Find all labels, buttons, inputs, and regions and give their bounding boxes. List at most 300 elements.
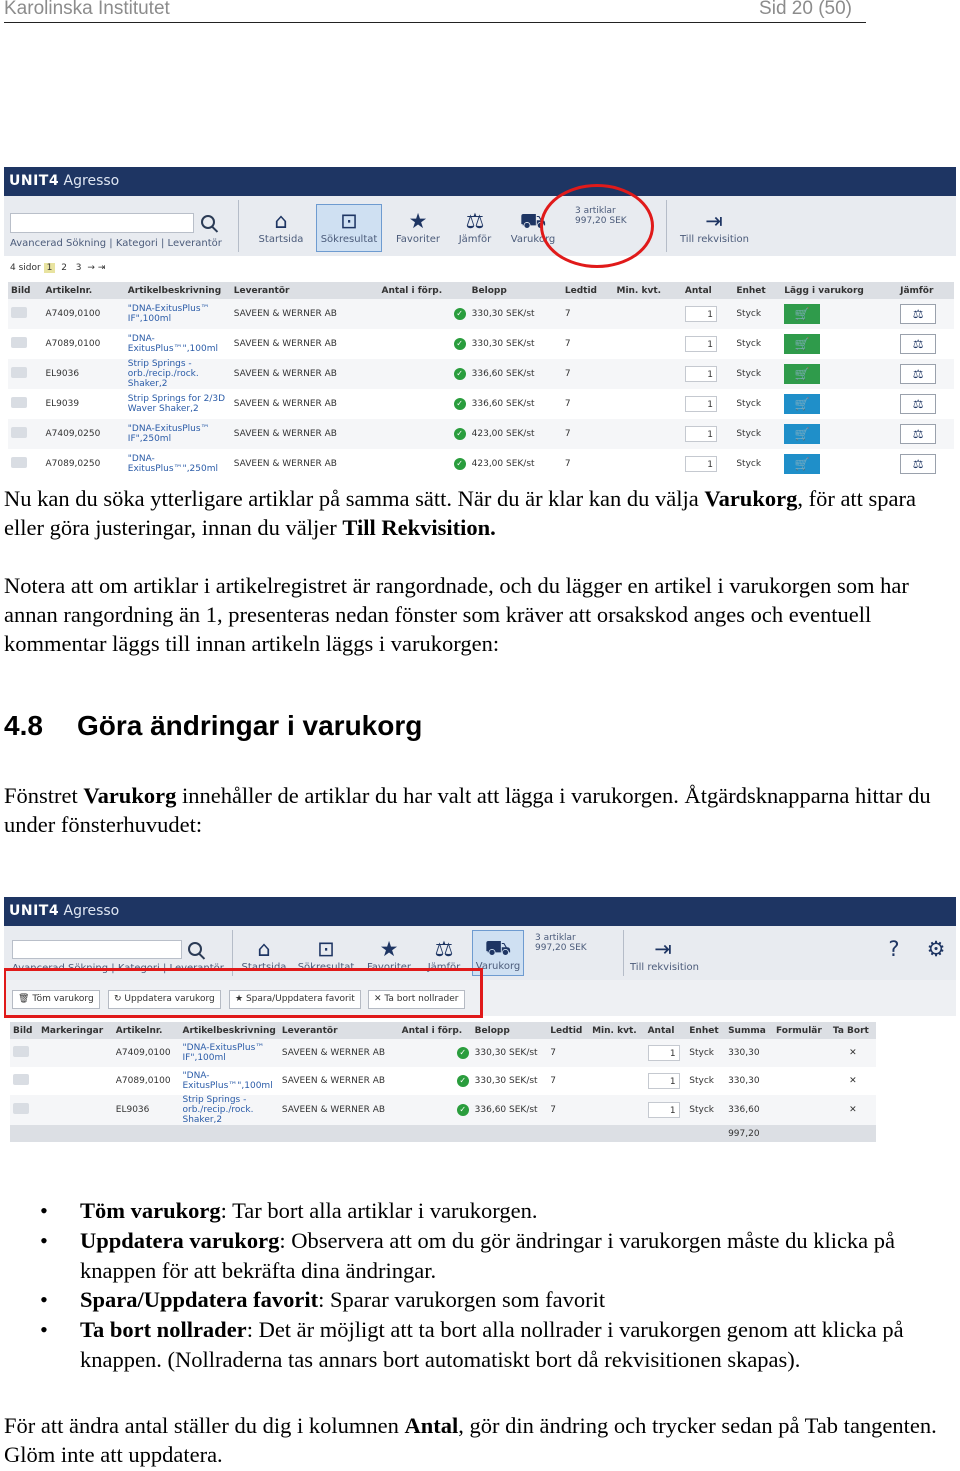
- stock-status: [399, 1067, 472, 1095]
- home-icon: ⌂: [257, 937, 271, 961]
- column-header[interactable]: Antal: [682, 282, 733, 299]
- star-icon: ★: [379, 937, 399, 961]
- exit-icon: ⇥: [654, 937, 672, 961]
- lead-time: 7: [547, 1095, 589, 1125]
- bullet-item: [40, 1315, 920, 1375]
- table-row: [8, 329, 954, 359]
- article-number: EL9036: [113, 1095, 180, 1125]
- min-qty: [613, 389, 681, 419]
- stock-status: [379, 329, 469, 359]
- product-image-icon: [13, 1074, 29, 1085]
- total-spacer: [589, 1125, 644, 1142]
- form-cell: [773, 1039, 830, 1067]
- image-cell: [8, 299, 42, 329]
- min-qty: [613, 359, 681, 389]
- column-header[interactable]: Belopp: [472, 1022, 548, 1039]
- image-cell: [10, 1067, 38, 1095]
- column-header[interactable]: Jämför: [897, 282, 954, 299]
- article-description[interactable]: [125, 299, 231, 329]
- form-cell: [773, 1095, 830, 1125]
- article-number: EL9039: [45, 399, 80, 409]
- row-sum: 336,60: [725, 1095, 773, 1125]
- supplier: SAVEEN & WERNER AB: [231, 419, 379, 449]
- image-cell: [8, 419, 42, 449]
- pager-page-3[interactable]: 3: [75, 263, 82, 273]
- column-header[interactable]: Leverantör: [279, 1022, 399, 1039]
- add-to-cart-button[interactable]: 🛒: [784, 394, 820, 414]
- table-header-row: [8, 282, 954, 299]
- unit: Styck: [736, 339, 762, 349]
- quantity-cell: [645, 1095, 687, 1125]
- lead-time: 7: [562, 299, 614, 329]
- highlight-box: [4, 968, 483, 1018]
- article-number: A7409,0100: [113, 1039, 180, 1067]
- table-row: [10, 1095, 876, 1125]
- compare-button[interactable]: ⚖: [900, 334, 936, 354]
- article-description-text[interactable]: "DNA-ExitusPlus™",100ml: [127, 334, 218, 354]
- bullet-text: : Det är möjligt att ta bort alla nollrader i varukorgen genom att klicka på knappen. (Nollraderna tas annars bort automatiskt bort då rekvisitionen skapas).: [80, 1317, 904, 1372]
- supplier: SAVEEN & WERNER AB: [279, 1039, 399, 1067]
- article-description-text[interactable]: Strip Springs for 2/3D Waver Shaker,2: [127, 394, 226, 414]
- next-page-icon[interactable]: →: [87, 263, 95, 273]
- quantity-input[interactable]: 1: [648, 1045, 680, 1061]
- bullet-text: : Sparar varukorgen som favorit: [318, 1287, 606, 1313]
- page-number: Sid 20 (50): [759, 0, 852, 19]
- unit: Styck: [689, 1076, 714, 1086]
- star-icon: ★: [408, 209, 428, 233]
- app-logo: UNIT4 Agresso: [9, 173, 120, 189]
- quantity-input[interactable]: 1: [648, 1073, 680, 1089]
- article-description-text[interactable]: "DNA-ExitusPlus™",100ml: [182, 1071, 273, 1091]
- article-number: A7409,0100: [42, 299, 124, 329]
- link-supplier[interactable]: Leverantör: [169, 963, 224, 974]
- section-heading: 4.8 Göra ändringar i varukorg: [4, 710, 423, 741]
- close-icon: ✕: [374, 994, 382, 1004]
- table-header-row: [10, 1022, 876, 1039]
- stock-status: [379, 449, 469, 479]
- paragraph-4: För att ändra antal ställer du dig i kolumnen Antal, gör din ändring och trycker sedan på Tab tangenten. Glöm inte att uppdatera.: [4, 1413, 937, 1467]
- remove-cell: [830, 1095, 876, 1125]
- column-header[interactable]: Artikelnr.: [42, 282, 124, 299]
- quantity-input[interactable]: 1: [685, 336, 717, 352]
- update-cart-button[interactable]: ↻ Uppdatera varukorg: [108, 990, 221, 1009]
- article-number: A7089,0100: [115, 1076, 171, 1086]
- image-cell: [10, 1039, 38, 1067]
- article-description[interactable]: [125, 359, 231, 389]
- help-button[interactable]: [884, 936, 904, 962]
- price: 336,60 SEK/st: [471, 399, 535, 409]
- column-header[interactable]: Antal i förp.: [379, 282, 469, 299]
- table-row: [8, 299, 954, 329]
- results-icon: ⊡: [340, 209, 358, 233]
- add-to-cart-button[interactable]: 🛒: [784, 304, 820, 324]
- column-header[interactable]: Antal i förp.: [399, 1022, 472, 1039]
- lead-time: 7: [562, 359, 614, 389]
- lead-time: 7: [564, 339, 571, 349]
- search-links: Avancerad Sökning | Kategori | Leverantör: [10, 238, 222, 249]
- min-qty: [613, 299, 681, 329]
- page-header: [4, 0, 866, 23]
- product-image-icon: [13, 1046, 29, 1057]
- screenshot-search-results: [4, 167, 956, 480]
- lead-time: 7: [550, 1076, 556, 1086]
- cart-summary: 3 artiklar 997,20 SEK: [575, 206, 627, 226]
- bullet-term: Töm varukorg: [80, 1198, 221, 1223]
- search-icon[interactable]: [188, 942, 202, 956]
- add-to-cart-cell: [781, 419, 897, 449]
- search-icon[interactable]: [201, 215, 215, 229]
- cart-icon: ⛟: [484, 936, 512, 960]
- quantity-cell: [682, 419, 733, 449]
- cart-table: [10, 1022, 876, 1142]
- paragraph-3: Fönstret Varukorg innehåller de artiklar du har valt att lägga i varukorgen. Åtgärdsknapparna hittar du under fönsterhuvudet:: [4, 783, 931, 837]
- bullet-text: : Observera att om du gör ändringar i varukorgen måste du klicka på knappen för att bekräfta dina ändringar.: [80, 1227, 896, 1283]
- table-row: [8, 419, 954, 449]
- compare-cell: [897, 329, 954, 359]
- compare-cell: [897, 419, 954, 449]
- help-icon: ?: [888, 937, 900, 961]
- price: 336,60 SEK/st: [469, 359, 562, 389]
- article-description-text[interactable]: Strip Springs -orb./recip./rock. Shaker,2: [127, 359, 199, 389]
- product-image-icon: [11, 397, 27, 408]
- image-cell: [8, 449, 42, 479]
- trash-icon: 🗑: [18, 994, 30, 1004]
- article-description[interactable]: [125, 389, 231, 419]
- search-input[interactable]: [12, 940, 182, 959]
- remove-cell: [830, 1067, 876, 1095]
- price: 423,00 SEK/st: [469, 419, 562, 449]
- total-row: [10, 1125, 876, 1142]
- form-cell: [773, 1067, 830, 1095]
- markings: [38, 1039, 113, 1067]
- article-description[interactable]: [125, 449, 231, 479]
- column-header[interactable]: Artikelnr.: [113, 1022, 180, 1039]
- compare-cell: [897, 389, 954, 419]
- results-icon: ⊡: [317, 937, 335, 961]
- supplier: SAVEEN & WERNER AB: [233, 399, 337, 409]
- unit: Styck: [736, 399, 762, 409]
- unit: Styck: [733, 359, 781, 389]
- column-header[interactable]: Ledtid: [562, 282, 614, 299]
- table-row: [8, 449, 954, 479]
- article-description[interactable]: [180, 1067, 279, 1095]
- column-header[interactable]: Bild: [10, 1022, 38, 1039]
- price: 330,30 SEK/st: [474, 1076, 538, 1086]
- remove-zero-rows-button[interactable]: ✕ Ta bort nollrader: [368, 990, 465, 1009]
- quantity-cell: [682, 359, 733, 389]
- refresh-icon: ↻: [114, 994, 122, 1004]
- cart-button[interactable]: ⛟ Varukorg: [472, 930, 524, 976]
- bullet-item: [40, 1285, 920, 1315]
- min-qty: [589, 1095, 644, 1125]
- check-icon: ✓: [454, 308, 466, 320]
- markings: [38, 1067, 113, 1095]
- add-to-cart-button[interactable]: 🛒: [784, 364, 820, 384]
- column-header[interactable]: Ledtid: [547, 1022, 589, 1039]
- bullet-term: Ta bort nollrader: [80, 1317, 247, 1343]
- supplier: SAVEEN & WERNER AB: [279, 1095, 399, 1125]
- link-supplier[interactable]: Leverantör: [167, 238, 222, 249]
- unit: Styck: [686, 1039, 725, 1067]
- check-icon: ✓: [454, 338, 466, 350]
- total-spacer: [38, 1125, 113, 1142]
- product-image-icon: [13, 1103, 29, 1114]
- price: 336,60 SEK/st: [472, 1095, 548, 1125]
- compare-button[interactable]: ⚖: [900, 454, 936, 474]
- search-links: Avancerad Sökning | Kategori | Leverantör: [12, 963, 224, 974]
- row-sum: 330,30: [725, 1039, 773, 1067]
- link-category[interactable]: Kategori: [115, 238, 158, 249]
- page-header-org: Karolinska Institutet: [4, 0, 170, 19]
- min-qty: [589, 1067, 644, 1095]
- lead-time: 7: [564, 459, 571, 469]
- exit-icon: ⇥: [705, 209, 723, 233]
- column-header[interactable]: Antal: [645, 1022, 687, 1039]
- quantity-input[interactable]: 1: [685, 306, 717, 322]
- compare-cell: [897, 299, 954, 329]
- close-icon[interactable]: ✕: [849, 1105, 857, 1115]
- total-spacer: [773, 1125, 830, 1142]
- quantity-cell: [645, 1039, 687, 1067]
- check-icon: ✓: [454, 398, 466, 410]
- save-favorite-button[interactable]: ★ Spara/Uppdatera favorit: [229, 990, 361, 1009]
- min-qty: [613, 449, 681, 479]
- unit: Styck: [686, 1095, 725, 1125]
- add-to-cart-cell: [781, 359, 897, 389]
- quantity-cell: [682, 389, 733, 419]
- article-description-text[interactable]: "DNA-ExitusPlus™ IF",250ml: [127, 424, 210, 444]
- compare-cell: [897, 359, 954, 389]
- column-header[interactable]: Lägg i varukorg: [781, 282, 897, 299]
- results-button[interactable]: ⊡ Sökresultat: [297, 937, 355, 973]
- home-icon: ⌂: [274, 209, 288, 233]
- supplier: SAVEEN & WERNER AB: [231, 299, 379, 329]
- results-button[interactable]: ⊡ Sökresultat: [316, 204, 382, 252]
- price: 423,00 SEK/st: [471, 459, 535, 469]
- check-icon: ✓: [454, 458, 466, 470]
- table-row: [8, 359, 954, 389]
- column-header[interactable]: Ta Bort: [830, 1022, 876, 1039]
- lead-time: 7: [547, 1039, 589, 1067]
- article-number: A7409,0250: [42, 419, 124, 449]
- supplier: SAVEEN & WERNER AB: [281, 1076, 386, 1086]
- link-category[interactable]: Kategori: [117, 963, 160, 974]
- article-description[interactable]: [180, 1039, 279, 1067]
- add-to-cart-button[interactable]: 🛒: [784, 454, 820, 474]
- column-header[interactable]: Artikelbeskrivning: [125, 282, 231, 299]
- add-to-cart-cell: [781, 389, 897, 419]
- column-header[interactable]: Belopp: [469, 282, 562, 299]
- requisition-button[interactable]: ⇥ Till rekvisition: [680, 209, 749, 245]
- screenshot-cart: [4, 897, 956, 1142]
- total-spacer: [830, 1125, 876, 1142]
- column-header[interactable]: Min. kvt.: [613, 282, 681, 299]
- check-icon: ✓: [454, 368, 466, 380]
- article-description-text[interactable]: "DNA-ExitusPlus™ IF",100ml: [127, 304, 210, 324]
- star-icon: ★: [235, 994, 244, 1004]
- check-icon: ✓: [457, 1104, 469, 1116]
- unit: Styck: [736, 459, 762, 469]
- lead-time: 7: [562, 419, 614, 449]
- compare-button[interactable]: ⚖: [900, 304, 936, 324]
- stock-status: [379, 359, 469, 389]
- article-description-text[interactable]: "DNA-ExitusPlus™ IF",100ml: [182, 1043, 265, 1063]
- compare-icon: ⚖: [434, 937, 454, 961]
- gear-icon: ⚙: [926, 937, 946, 961]
- product-image-icon: [11, 427, 27, 438]
- column-header[interactable]: Leverantör: [231, 282, 379, 299]
- markings: [38, 1095, 113, 1125]
- cart-button[interactable]: ⛟ Varukorg: [508, 208, 558, 245]
- last-page-icon[interactable]: ⇥: [97, 263, 106, 273]
- add-to-cart-cell: [781, 449, 897, 479]
- article-description[interactable]: [125, 419, 231, 449]
- total-spacer: [180, 1125, 279, 1142]
- app-toolbar: [4, 196, 956, 256]
- price: 330,30 SEK/st: [471, 339, 535, 349]
- image-cell: [8, 329, 42, 359]
- home-button[interactable]: ⌂ Startsida: [238, 936, 290, 973]
- add-to-cart-cell: [781, 299, 897, 329]
- min-qty: [613, 419, 681, 449]
- compare-cell: [897, 449, 954, 479]
- total-spacer: [472, 1125, 548, 1142]
- home-button[interactable]: ⌂ Startsida: [255, 208, 307, 245]
- quantity-input[interactable]: 1: [685, 366, 717, 382]
- total-spacer: [399, 1125, 472, 1142]
- column-header[interactable]: Min. kvt.: [589, 1022, 644, 1039]
- check-icon: ✓: [457, 1047, 469, 1059]
- compare-icon: ⚖: [465, 209, 485, 233]
- paragraph-2: Notera att om artiklar i artikelregistret är rangordnade, och du lägger en artikel i varukorgen som har annan rangordning än 1, presenteras nedan fönster som kräver att orsakskod anges och eventuell kommentar läggs till innan artikeln läggs i varukorgen:: [4, 573, 909, 656]
- quantity-cell: [682, 449, 733, 479]
- article-description-text[interactable]: "DNA-ExitusPlus™",250ml: [127, 454, 218, 474]
- compare-button[interactable]: ⚖: [900, 364, 936, 384]
- pager-page-2[interactable]: 2: [61, 263, 67, 273]
- supplier: SAVEEN & WERNER AB: [233, 459, 337, 469]
- settings-button[interactable]: [924, 936, 948, 962]
- close-icon[interactable]: ✕: [849, 1076, 857, 1086]
- quantity-cell: [645, 1067, 687, 1095]
- supplier: SAVEEN & WERNER AB: [233, 339, 337, 349]
- link-advanced-search[interactable]: Avancerad Sökning: [10, 238, 107, 249]
- article-number: EL9036: [42, 359, 124, 389]
- article-description[interactable]: [180, 1095, 279, 1125]
- cart-total: 997,20: [725, 1125, 773, 1142]
- check-icon: ✓: [454, 428, 466, 440]
- supplier: SAVEEN & WERNER AB: [231, 359, 379, 389]
- article-description[interactable]: [125, 329, 231, 359]
- close-icon[interactable]: ✕: [849, 1048, 857, 1058]
- min-qty: [613, 329, 681, 359]
- article-number: A7089,0250: [45, 459, 101, 469]
- unit: Styck: [733, 299, 781, 329]
- total-spacer: [279, 1125, 399, 1142]
- product-image-icon: [11, 367, 27, 378]
- favorites-button[interactable]: ★ Favoriter: [364, 936, 414, 973]
- requisition-button[interactable]: ⇥ Till rekvisition: [630, 937, 699, 973]
- highlight-circle: [540, 184, 654, 268]
- lead-time: 7: [564, 399, 571, 409]
- paragraph-1: Nu kan du söka ytterligare artiklar på samma sätt. När du är klar kan du välja Varukorg, för att spara eller göra justeringar, innan du väljer Till Rekvisition.: [4, 486, 917, 540]
- article-number: A7089,0100: [45, 339, 101, 349]
- compare-button[interactable]: ⚖ Jämför: [452, 208, 498, 245]
- column-header[interactable]: Bild: [8, 282, 42, 299]
- compare-button[interactable]: ⚖: [900, 424, 936, 444]
- stock-status: [399, 1039, 472, 1067]
- app-logo: UNIT4 Agresso: [9, 903, 120, 919]
- image-cell: [8, 359, 42, 389]
- bullet-item: [40, 1196, 920, 1226]
- app-topbar: [4, 897, 956, 926]
- bullet-list: [40, 1196, 920, 1375]
- results-table: [8, 282, 954, 479]
- app-topbar: [4, 167, 956, 196]
- quantity-input[interactable]: 1: [685, 396, 717, 412]
- column-header[interactable]: Summa: [725, 1022, 773, 1039]
- pager: 4 sidor 1 2 3 → ⇥: [10, 263, 106, 273]
- total-spacer: [10, 1125, 38, 1142]
- toolbar-separator: [623, 930, 624, 976]
- bullet-term: Uppdatera varukorg: [80, 1227, 280, 1253]
- column-header[interactable]: Artikelbeskrivning: [180, 1022, 279, 1039]
- cart-icon: ⛟: [519, 209, 547, 233]
- row-sum: 330,30: [728, 1076, 760, 1086]
- stock-status: [379, 299, 469, 329]
- favorites-button[interactable]: ★ Favoriter: [393, 208, 443, 245]
- min-qty: [589, 1039, 644, 1067]
- add-to-cart-button[interactable]: 🛒: [784, 424, 820, 444]
- quantity-input[interactable]: 1: [685, 426, 717, 442]
- compare-button[interactable]: ⚖: [900, 394, 936, 414]
- quantity-cell: [682, 329, 733, 359]
- quantity-input[interactable]: 1: [685, 456, 717, 472]
- bullet-text: : Tar bort alla artiklar i varukorgen.: [220, 1198, 538, 1223]
- article-description-text[interactable]: Strip Springs -orb./recip./rock. Shaker,2: [182, 1095, 254, 1125]
- check-icon: ✓: [457, 1075, 469, 1087]
- table-row: [10, 1039, 876, 1067]
- stock-status: [399, 1095, 472, 1125]
- remove-cell: [830, 1039, 876, 1067]
- total-spacer: [113, 1125, 180, 1142]
- pager-page-1[interactable]: 1: [44, 263, 56, 273]
- compare-button[interactable]: ⚖ Jämför: [422, 936, 466, 973]
- link-advanced-search[interactable]: Avancerad Sökning: [12, 963, 109, 974]
- product-image-icon: [11, 307, 27, 318]
- toolbar-separator: [666, 200, 667, 252]
- search-input[interactable]: [10, 213, 194, 233]
- add-to-cart-button[interactable]: 🛒: [784, 334, 820, 354]
- quantity-cell: [682, 299, 733, 329]
- toolbar-separator: [238, 200, 239, 252]
- bullet-item: [40, 1226, 920, 1286]
- price: 330,30 SEK/st: [469, 299, 562, 329]
- table-row: [8, 389, 954, 419]
- stock-status: [379, 419, 469, 449]
- product-image-icon: [11, 337, 27, 348]
- empty-cart-button[interactable]: 🗑 Töm varukorg: [12, 990, 100, 1009]
- cart-summary: 3 artiklar 997,20 SEK: [535, 933, 587, 953]
- column-header[interactable]: Formulär: [773, 1022, 830, 1039]
- total-spacer: [547, 1125, 589, 1142]
- product-image-icon: [11, 457, 27, 468]
- column-header[interactable]: Markeringar: [38, 1022, 113, 1039]
- total-spacer: [686, 1125, 725, 1142]
- column-header[interactable]: Enhet: [686, 1022, 725, 1039]
- stock-status: [379, 389, 469, 419]
- quantity-input[interactable]: 1: [648, 1102, 680, 1118]
- column-header[interactable]: Enhet: [733, 282, 781, 299]
